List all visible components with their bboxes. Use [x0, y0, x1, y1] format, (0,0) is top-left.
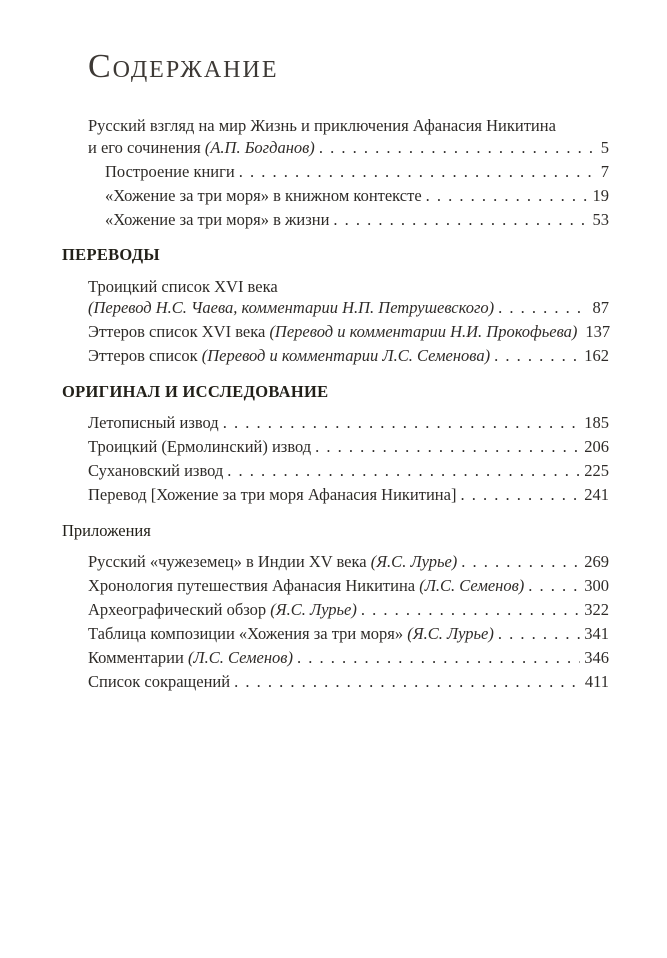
- toc-entry: [88, 345, 609, 367]
- toc-entry: [88, 671, 609, 693]
- entry-row: [88, 412, 609, 434]
- entry-label: Таблица композиции «Хожения за три моря» (Я.С. Лурье): [88, 624, 494, 644]
- page-number: 137: [585, 322, 611, 342]
- entry-label: Список сокращений: [88, 672, 231, 692]
- entry-row: [88, 599, 609, 621]
- entry-row: [105, 161, 609, 183]
- dot-leader: [498, 297, 588, 319]
- toc-entry: [88, 321, 609, 343]
- section-heading: ПЕРЕВОДЫ: [62, 245, 160, 265]
- toc-entry: [88, 647, 609, 669]
- entry-line: Троицкий список XVI века: [88, 276, 278, 296]
- toc-root: [62, 115, 609, 693]
- entry-row: [88, 321, 609, 343]
- page-number: 300: [584, 576, 609, 596]
- page-number: 341: [584, 624, 609, 644]
- toc-entry: [105, 185, 609, 207]
- page-number: 53: [592, 209, 609, 229]
- entry-row: [88, 551, 609, 573]
- page-number: 225: [584, 461, 609, 481]
- dot-leader: [315, 436, 580, 458]
- page-number: 87: [592, 298, 609, 318]
- page-number: 241: [584, 485, 609, 505]
- toc-section: [62, 381, 609, 506]
- page-title: Содержание: [88, 48, 279, 85]
- entry-row: [88, 345, 609, 367]
- dot-leader: [333, 209, 588, 231]
- entry-row: [88, 575, 609, 597]
- entry-label: Перевод [Хожение за три моря Афанасия Никитина]: [88, 485, 457, 505]
- dot-leader: [361, 599, 580, 621]
- entry-row: [88, 436, 609, 458]
- entry-label: и его сочинения (А.П. Богданов): [88, 137, 315, 157]
- entry-label: Троицкий (Ермолинский) извод: [88, 437, 312, 457]
- page-number: 411: [584, 672, 609, 692]
- entry-label: (Перевод Н.С. Чаева, комментарии Н.П. Петрушевского): [88, 298, 495, 318]
- entry-label: «Хожение за три моря» в книжном контексте: [105, 185, 422, 205]
- dot-leader: [528, 575, 580, 597]
- page-number: 206: [584, 437, 609, 457]
- entry-row: [105, 185, 609, 207]
- toc-entry: [88, 575, 609, 597]
- entry-line: Русский взгляд на мир Жизнь и приключения Афанасия Никитина: [88, 116, 556, 136]
- dot-leader: [494, 345, 580, 367]
- dot-leader: [498, 623, 580, 645]
- entry-label: Построение книги: [105, 161, 235, 181]
- toc-entry: [88, 484, 609, 506]
- entry-row: [88, 484, 609, 506]
- entry-label: Эттеров список (Перевод и комментарии Л.С. Семенова): [88, 346, 491, 366]
- page-number: 5: [600, 137, 609, 157]
- entry-label: Летописный извод: [88, 413, 219, 433]
- dot-leader: [426, 185, 589, 207]
- page-number: 7: [600, 161, 609, 181]
- dot-leader: [319, 137, 597, 159]
- toc-entry: [88, 412, 609, 434]
- page-number: 185: [584, 413, 609, 433]
- toc-entry: [88, 115, 609, 158]
- toc-section: [62, 520, 609, 693]
- toc-entry: [88, 436, 609, 458]
- toc-entry: [88, 599, 609, 621]
- toc-entry: [105, 161, 609, 183]
- toc-entry: [88, 460, 609, 482]
- entry-row: [88, 137, 609, 159]
- section-heading: ОРИГИНАЛ И ИССЛЕДОВАНИЕ: [62, 381, 329, 401]
- page-number: 322: [584, 600, 609, 620]
- entry-label: Комментарии (Л.С. Семенов): [88, 648, 293, 668]
- entry-row: [88, 297, 609, 319]
- entry-row: [88, 623, 609, 645]
- toc-entry: [88, 551, 609, 573]
- page-number: 269: [584, 552, 609, 572]
- page-number: 19: [592, 185, 609, 205]
- toc-entry: [88, 623, 609, 645]
- entry-row: [105, 209, 609, 231]
- toc-section: [62, 244, 609, 367]
- entry-label: «Хожение за три моря» в жизни: [105, 209, 330, 229]
- entry-label: Сухановский извод: [88, 461, 224, 481]
- dot-leader: [234, 671, 581, 693]
- dot-leader: [227, 460, 580, 482]
- dot-leader: [223, 412, 581, 434]
- dot-leader: [460, 484, 580, 506]
- entry-row: [88, 647, 609, 669]
- dot-leader: [297, 647, 580, 669]
- page-number: 162: [584, 346, 609, 366]
- entry-label: Хронология путешествия Афанасия Никитина (Л.С. Семенов): [88, 576, 525, 596]
- entry-row: [88, 671, 609, 693]
- entry-label: Археографический обзор (Я.С. Лурье): [88, 600, 357, 620]
- dot-leader: [239, 161, 597, 183]
- toc-entry: [88, 276, 609, 319]
- page-number: 346: [584, 648, 609, 668]
- section-heading: Приложения: [62, 520, 151, 540]
- entry-label: Эттеров список XVI века (Перевод и комментарии Н.И. Прокофьева): [88, 322, 578, 342]
- entry-label: Русский «чужеземец» в Индии XV века (Я.С. Лурье): [88, 552, 458, 572]
- dot-leader: [461, 551, 580, 573]
- toc-section: [62, 115, 609, 230]
- entry-row: [88, 460, 609, 482]
- toc-entry: [105, 209, 609, 231]
